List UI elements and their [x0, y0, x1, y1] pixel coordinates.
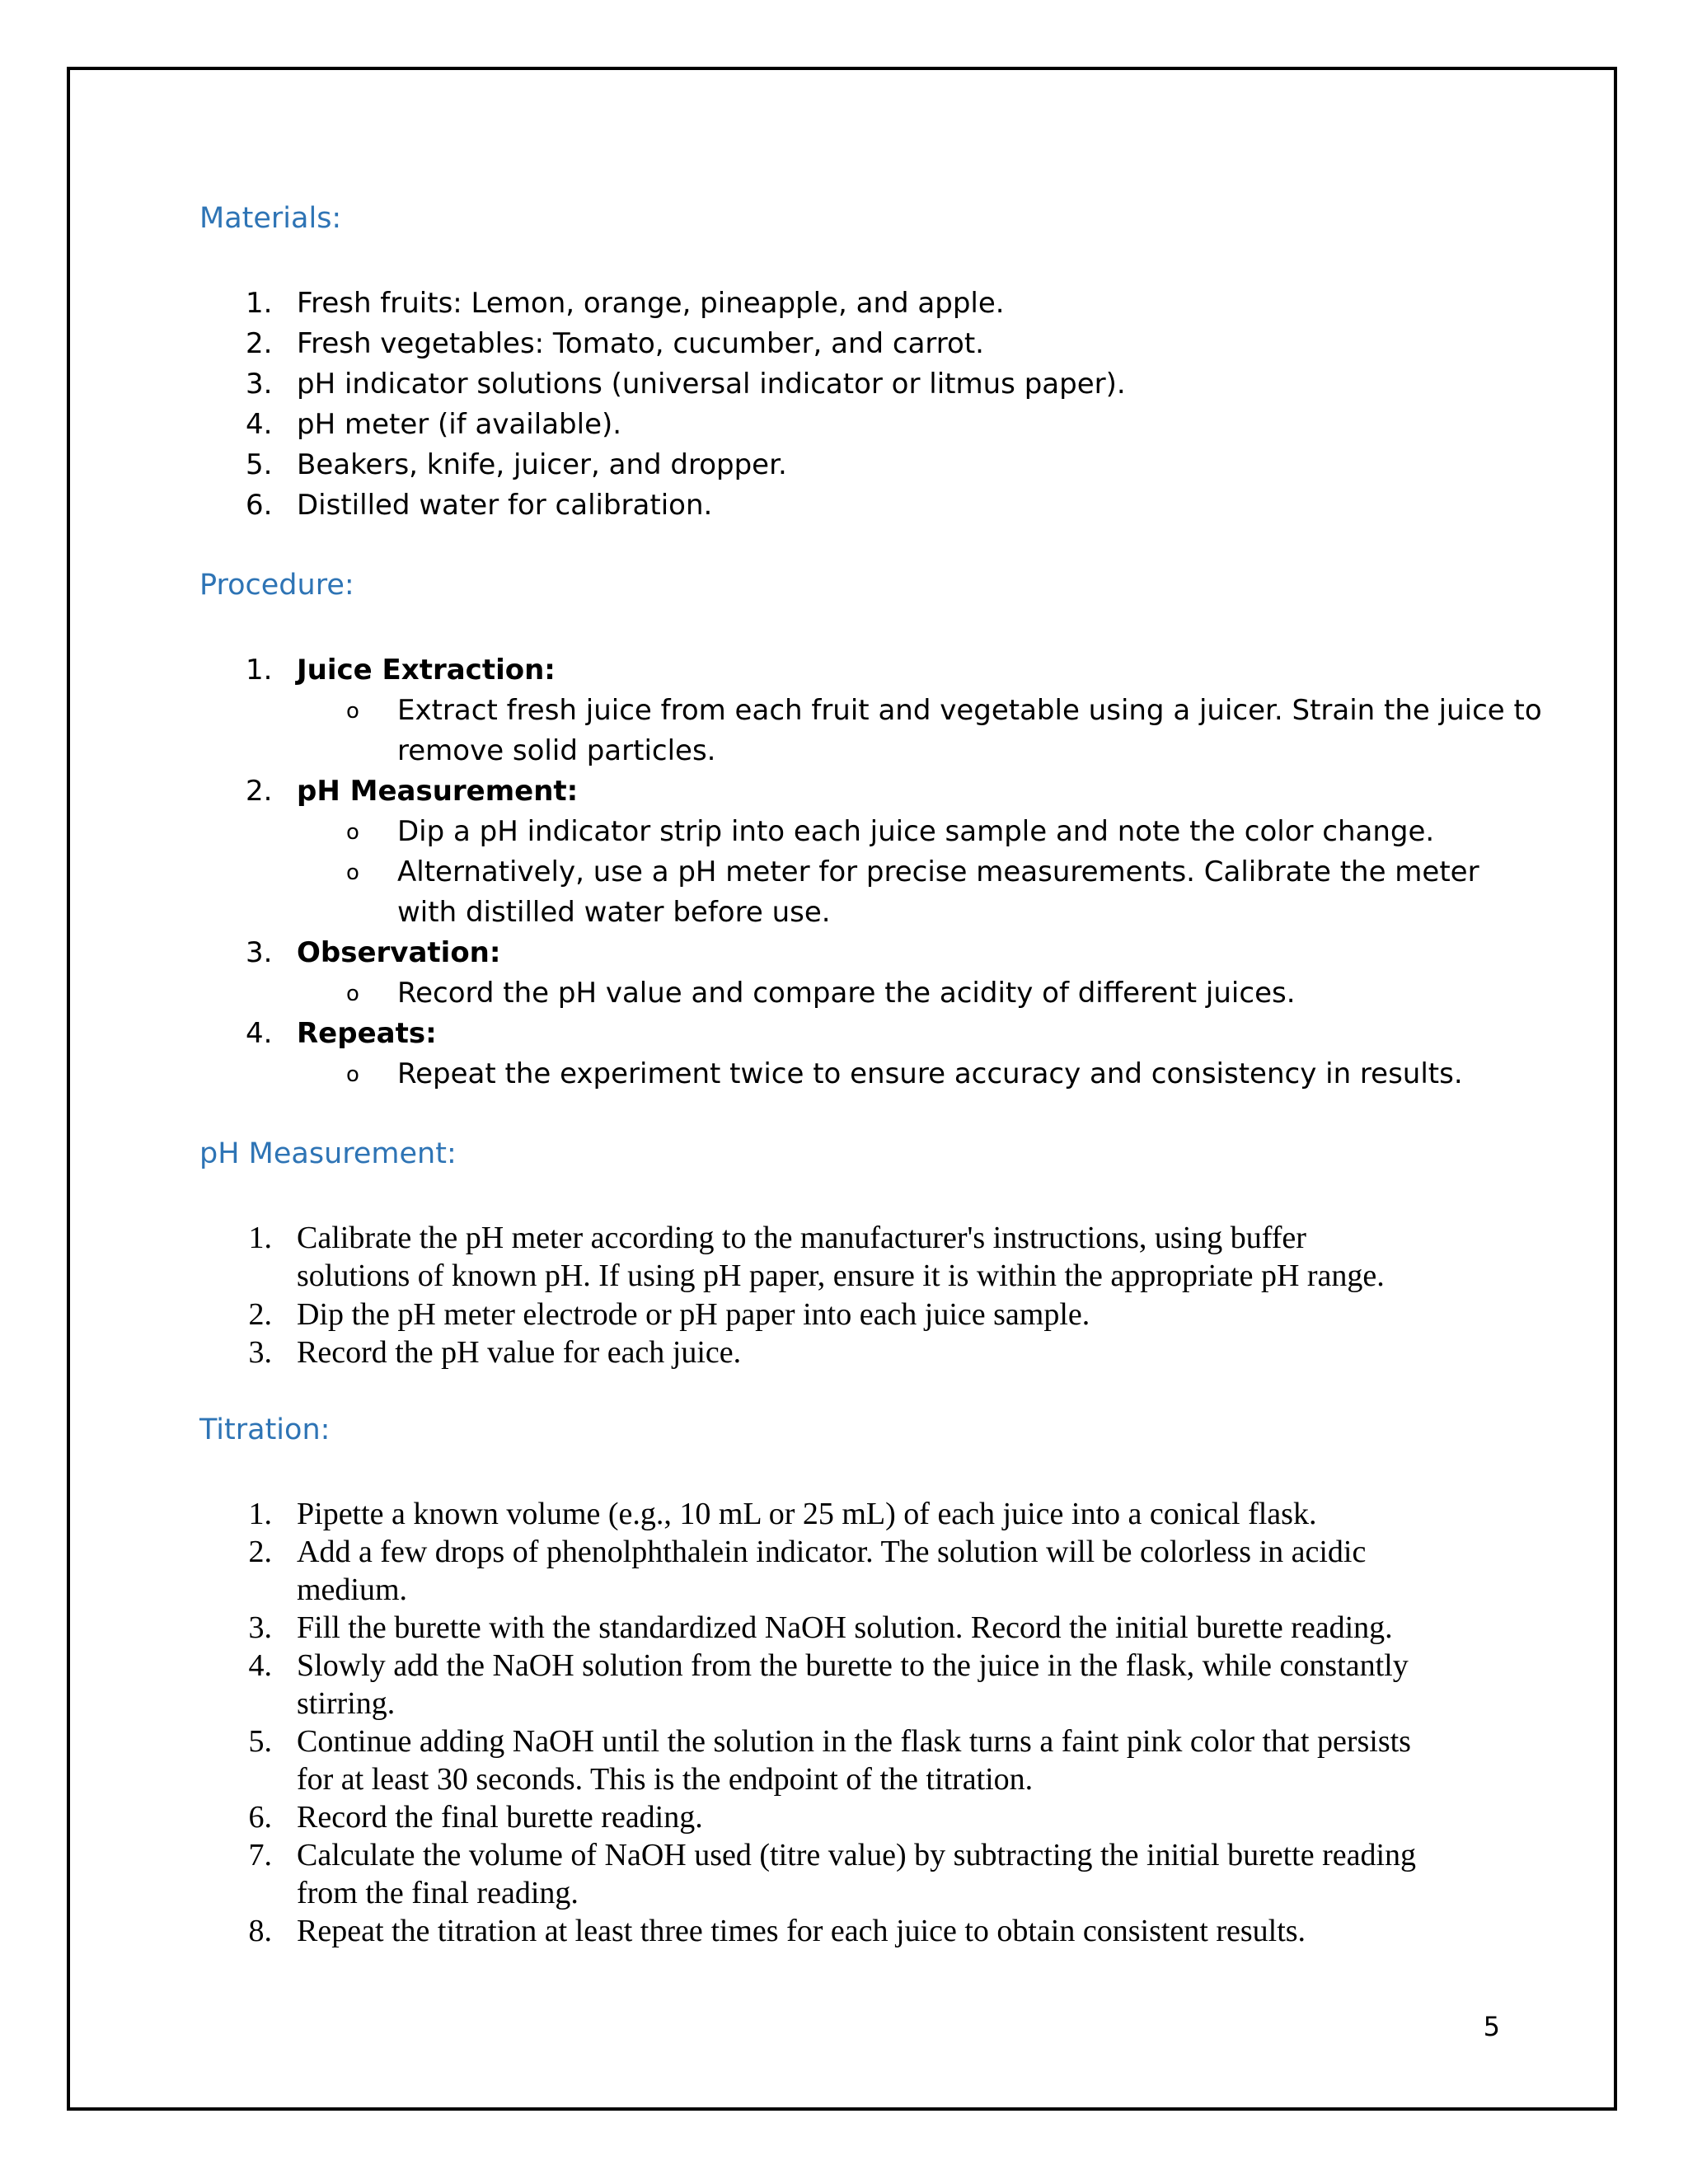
procedure-heading: Procedure: — [199, 569, 354, 602]
bullet-icon: o — [346, 699, 359, 724]
bullet-icon: o — [346, 820, 359, 845]
materials-heading: Materials: — [199, 202, 342, 235]
titration-heading: Titration: — [199, 1413, 331, 1446]
bullet-icon: o — [346, 860, 359, 885]
page-number: 5 — [1483, 2011, 1500, 2042]
bullet-icon: o — [346, 1062, 359, 1087]
bullet-icon: o — [346, 982, 359, 1006]
ph-measurement-heading: pH Measurement: — [199, 1137, 457, 1170]
